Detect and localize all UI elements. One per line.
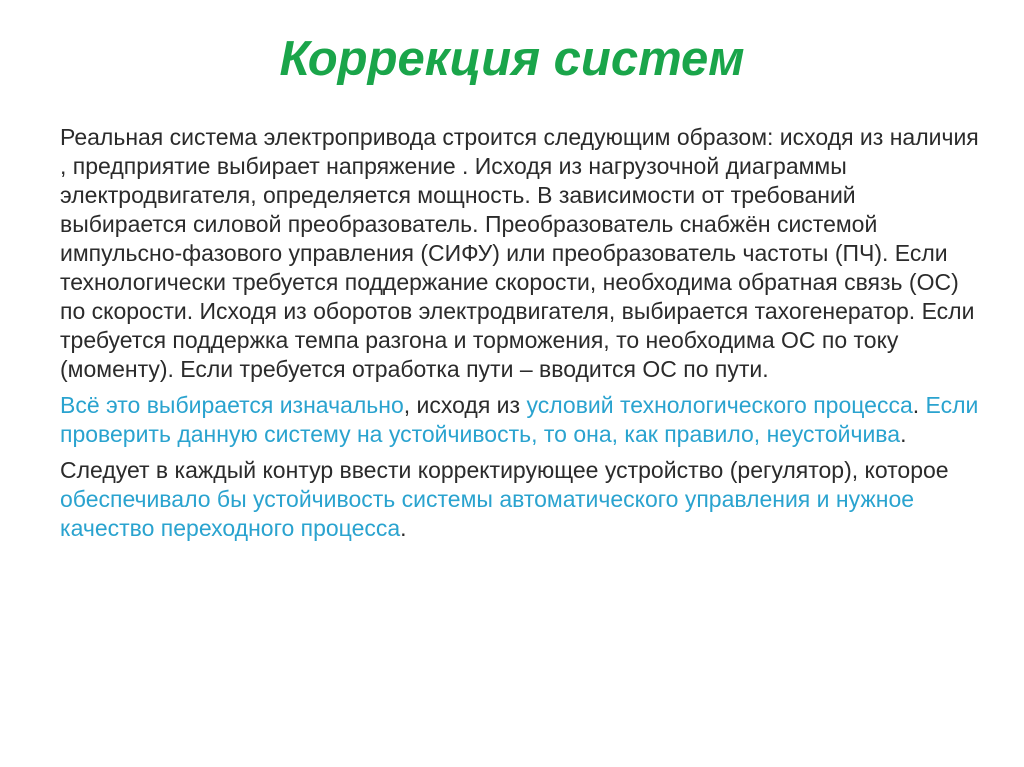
highlighted-text-run: обеспечивало бы устойчивость системы автоматического управления и нужное качество переходного процесса: [60, 486, 915, 541]
text-run: , исходя из: [403, 392, 527, 418]
highlighted-text-run: условий технологического процесса: [526, 392, 913, 418]
text-run: .: [900, 421, 907, 447]
slide-title: Коррекция систем: [279, 32, 745, 86]
paragraph-2: [60, 391, 980, 449]
highlighted-text-run: Всё это выбирается изначально: [60, 392, 404, 418]
text-run: Реальная система электропривода строится следующим образом: исходя из наличия , предприятие выбирает напряжение . Исходя из нагрузочной диаграммы электродвигателя, определяется мощность. В зависимости от требований выбирается силовой преобразователь. Преобразователь снабжён системой импульсно-фазового управления (СИФУ) или преобразователь частоты (ПЧ). Если технологически требуется поддержание скорости, необходима обратная связь (ОС) по скорости. Исходя из оборотов электродвигателя, выбирается тахогенератор. Если требуется поддержка темпа разгона и торможения, то необходима ОС по току (моменту). Если требуется отработка пути – вводится ОС по пути.: [60, 124, 979, 382]
text-run: Следует в каждый контур ввести корректирующее устройство (регулятор), которое: [60, 457, 949, 483]
text-run: .: [912, 392, 926, 418]
text-run: .: [400, 515, 407, 541]
paragraph-1: [60, 123, 980, 384]
highlighted-text-run: Если проверить данную систему на устойчивость, то она, как правило, неустойчива: [60, 392, 979, 447]
paragraph-3: [60, 456, 980, 543]
slide-body: [60, 123, 980, 550]
